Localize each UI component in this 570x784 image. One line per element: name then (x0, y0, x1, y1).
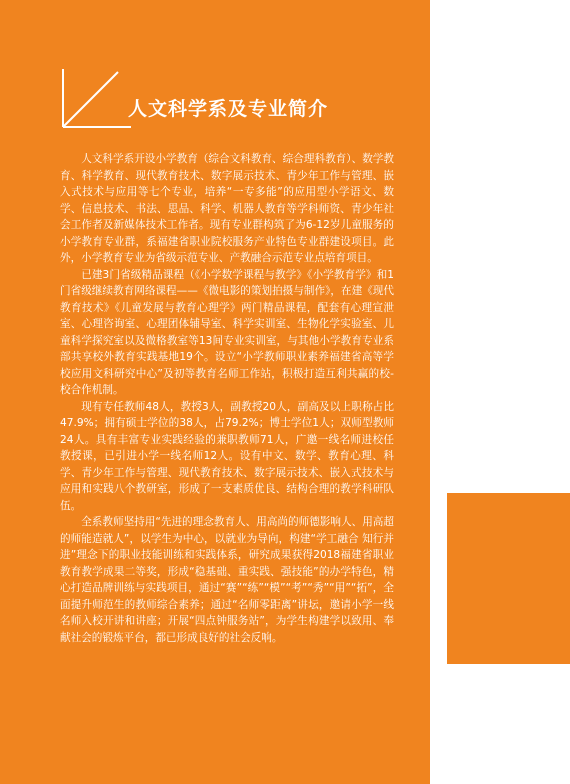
intro-paragraph: 人文科学系开设小学教育（综合文科教育、综合理科教育）、数学教育、科学教育、现代教育技术、数字展示技术、青少年工作与管理、嵌入式技术与应用等七个专业，培养“一专多能”的应用型小学语文、数学、信息技术、书法、思品、科学、机器人教育等学科师资、青少年社会工作者及新媒体技术工作者。现有专业群构筑了为6-12岁儿童服务的小学教育专业群，系福建省职业院校服务产业特色专业群建设项目。此外，小学教育专业为省级示范专业、产教融合示范专业点培育项目。 (60, 153, 394, 264)
intro-paragraph: 已建3门省级精品课程（《小学数学课程与教学》《小学教育学》和1门省级继续教育网络课程——《微电影的策划拍摄与制作》，在建《现代教育技术》《儿童发展与教育心理学》两门精品课程，配套有心理宣泄室、心理咨询室、心理团体辅导室、科学实训室、生物化学实验室、儿童科学探究室以及微格教室等13间专业实训室，与其他小学教育专业系部共享校外教育实践基地19个。设立“小学教师职业素养福建省高等学校应用文科研究中心”及初等教育名师工作站，积极打造互利共赢的校-校合作机制。 (60, 268, 394, 396)
intro-body (60, 151, 394, 646)
intro-paragraph: 全系教师坚持用“先进的理念教育人、用高尚的师德影响人、用高超的师能造就人”，以学生为中心，以就业为导向，构建“学工融合 知行并进”理念下的职业技能训练和实践体系，研究成果获得2018福建省职业教育教学成果二等奖，形成“稳基础、重实践、强技能”的办学特色，精心打造品牌训练与实践项目，通过“赛”“练”“模”“考”“秀”“用”“拓”，全面提升师范生的教师综合素养；通过“名师零距离”讲坛，邀请小学一线名师入校开讲和讲座；开展“四点钟服务站”，为学生构建学以致用、奉献社会的锻炼平台，都已形成良好的社会反响。 (60, 516, 394, 644)
decorative-side-block (447, 493, 570, 664)
intro-paragraph: 现有专任教师48人，教授3人，副教授20人，副高及以上职称占比47.9%；拥有硕士学位的38人，占79.2%；博士学位1人；双师型教师24人。具有丰富专业实践经验的兼职教师71人，广邀一线名师进校任教授课，已引进小学一线名师12人。设有中文、数学、教育心理、科学、青少年工作与管理、现代教育技术、数字展示技术、嵌入式技术与应用和实践八个教研室，形成了一支素质优良、结构合理的教学科研队伍。 (60, 400, 394, 512)
page-title: 人文科学系及专业简介 (128, 98, 329, 120)
diagonal-line-corner-icon (62, 68, 132, 128)
